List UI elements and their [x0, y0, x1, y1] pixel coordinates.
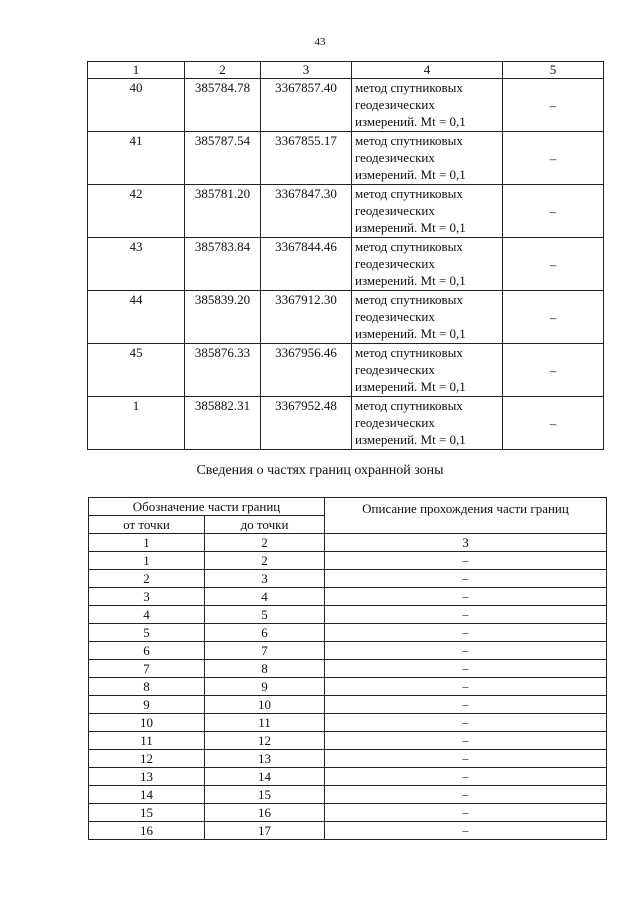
coordinates-header-row: [88, 62, 604, 79]
method-line: геодезических: [355, 97, 435, 112]
method-line: геодезических: [355, 150, 435, 165]
parts-header-row: [89, 498, 607, 516]
to-point-cell: 13: [205, 750, 325, 768]
description-cell: –: [325, 624, 607, 642]
col-header-3: 3: [261, 62, 352, 79]
method-line: метод спутниковых: [355, 398, 463, 413]
to-point-cell: 5: [205, 606, 325, 624]
coordinate-row: [88, 238, 604, 291]
from-point-cell: 11: [89, 732, 205, 750]
from-point-cell: 9: [89, 696, 205, 714]
y-coordinate-cell: 3367952.48: [261, 397, 352, 450]
to-point-cell: 9: [205, 678, 325, 696]
boundary-part-row: [89, 570, 607, 588]
description-cell: –: [325, 696, 607, 714]
y-coordinate-cell: 3367857.40: [261, 79, 352, 132]
description-cell: –: [325, 660, 607, 678]
method-line: метод спутниковых: [355, 186, 463, 201]
to-point-cell: 7: [205, 642, 325, 660]
to-point-cell: 17: [205, 822, 325, 840]
part-designation-header: Обозначение части границ: [89, 498, 325, 516]
boundary-part-row: [89, 588, 607, 606]
boundary-part-row: [89, 552, 607, 570]
description-cell: –: [325, 750, 607, 768]
coordinate-row: [88, 291, 604, 344]
from-point-cell: 3: [89, 588, 205, 606]
x-coordinate-cell: 385783.84: [185, 238, 261, 291]
description-cell: –: [325, 606, 607, 624]
method-line: геодезических: [355, 256, 435, 271]
y-coordinate-cell: 3367847.30: [261, 185, 352, 238]
boundary-part-row: [89, 678, 607, 696]
method-line: метод спутниковых: [355, 292, 463, 307]
from-point-cell: 15: [89, 804, 205, 822]
to-point-cell: 2: [205, 552, 325, 570]
method-line: измерений. Mt = 0,1: [355, 167, 466, 182]
description-cell: –: [325, 786, 607, 804]
method-cell: [352, 238, 503, 291]
y-coordinate-cell: 3367844.46: [261, 238, 352, 291]
method-line: измерений. Mt = 0,1: [355, 220, 466, 235]
method-cell: [352, 397, 503, 450]
boundary-part-row: [89, 786, 607, 804]
boundary-part-row: [89, 660, 607, 678]
method-line: метод спутниковых: [355, 80, 463, 95]
method-cell: [352, 344, 503, 397]
from-point-header: от точки: [89, 516, 205, 534]
description-cell: –: [325, 570, 607, 588]
coordinate-row: [88, 79, 604, 132]
to-point-cell: 4: [205, 588, 325, 606]
note-cell: –: [503, 238, 604, 291]
method-line: метод спутниковых: [355, 133, 463, 148]
method-cell: [352, 132, 503, 185]
description-cell: –: [325, 732, 607, 750]
section-title: Сведения о частях границ охранной зоны: [196, 463, 444, 478]
parts-numbering-row: [89, 534, 607, 552]
method-line: измерений. Mt = 0,1: [355, 432, 466, 447]
to-point-cell: 14: [205, 768, 325, 786]
description-cell: –: [325, 678, 607, 696]
point-number-cell: 40: [88, 79, 185, 132]
from-point-cell: 14: [89, 786, 205, 804]
description-cell: –: [325, 552, 607, 570]
point-number-cell: 43: [88, 238, 185, 291]
col-header-2: 2: [185, 62, 261, 79]
from-point-cell: 8: [89, 678, 205, 696]
note-cell: –: [503, 397, 604, 450]
col-header-4: 4: [352, 62, 503, 79]
point-number-cell: 42: [88, 185, 185, 238]
boundary-part-row: [89, 696, 607, 714]
numbering-cell: 1: [89, 534, 205, 552]
description-cell: –: [325, 768, 607, 786]
method-line: метод спутниковых: [355, 239, 463, 254]
coordinates-table: [87, 61, 604, 450]
to-point-cell: 12: [205, 732, 325, 750]
to-point-cell: 16: [205, 804, 325, 822]
to-point-cell: 6: [205, 624, 325, 642]
point-number-cell: 45: [88, 344, 185, 397]
method-cell: [352, 291, 503, 344]
description-cell: –: [325, 642, 607, 660]
from-point-cell: 4: [89, 606, 205, 624]
x-coordinate-cell: 385882.31: [185, 397, 261, 450]
note-cell: –: [503, 132, 604, 185]
page-number: 43: [314, 36, 326, 48]
note-cell: –: [503, 344, 604, 397]
method-cell: [352, 79, 503, 132]
method-line: геодезических: [355, 203, 435, 218]
method-line: метод спутниковых: [355, 345, 463, 360]
from-point-cell: 2: [89, 570, 205, 588]
from-point-cell: 5: [89, 624, 205, 642]
method-line: измерений. Mt = 0,1: [355, 273, 466, 288]
x-coordinate-cell: 385784.78: [185, 79, 261, 132]
method-line: геодезических: [355, 362, 435, 377]
coordinate-row: [88, 397, 604, 450]
col-header-1: 1: [88, 62, 185, 79]
note-cell: –: [503, 185, 604, 238]
from-point-cell: 7: [89, 660, 205, 678]
to-point-cell: 11: [205, 714, 325, 732]
to-point-cell: 3: [205, 570, 325, 588]
boundary-part-row: [89, 642, 607, 660]
from-point-cell: 13: [89, 768, 205, 786]
from-point-cell: 10: [89, 714, 205, 732]
description-cell: –: [325, 714, 607, 732]
coordinate-row: [88, 132, 604, 185]
method-line: геодезических: [355, 415, 435, 430]
boundary-part-row: [89, 804, 607, 822]
method-line: измерений. Mt = 0,1: [355, 114, 466, 129]
method-line: измерений. Mt = 0,1: [355, 379, 466, 394]
to-point-header: до точки: [205, 516, 325, 534]
to-point-cell: 10: [205, 696, 325, 714]
point-number-cell: 1: [88, 397, 185, 450]
x-coordinate-cell: 385787.54: [185, 132, 261, 185]
numbering-cell: 3: [325, 534, 607, 552]
x-coordinate-cell: 385876.33: [185, 344, 261, 397]
description-cell: –: [325, 804, 607, 822]
boundary-part-row: [89, 606, 607, 624]
to-point-cell: 8: [205, 660, 325, 678]
boundary-part-row: [89, 822, 607, 840]
boundary-part-row: [89, 750, 607, 768]
coordinate-row: [88, 185, 604, 238]
col-header-5: 5: [503, 62, 604, 79]
method-line: измерений. Mt = 0,1: [355, 326, 466, 341]
coordinate-row: [88, 344, 604, 397]
boundary-part-row: [89, 732, 607, 750]
description-cell: –: [325, 822, 607, 840]
x-coordinate-cell: 385781.20: [185, 185, 261, 238]
part-description-header: Описание прохождения части границ: [325, 498, 607, 534]
from-point-cell: 1: [89, 552, 205, 570]
y-coordinate-cell: 3367956.46: [261, 344, 352, 397]
from-point-cell: 12: [89, 750, 205, 768]
point-number-cell: 41: [88, 132, 185, 185]
x-coordinate-cell: 385839.20: [185, 291, 261, 344]
to-point-cell: 15: [205, 786, 325, 804]
numbering-cell: 2: [205, 534, 325, 552]
boundary-parts-table: [88, 497, 607, 840]
y-coordinate-cell: 3367912.30: [261, 291, 352, 344]
method-cell: [352, 185, 503, 238]
y-coordinate-cell: 3367855.17: [261, 132, 352, 185]
note-cell: –: [503, 291, 604, 344]
boundary-part-row: [89, 624, 607, 642]
boundary-part-row: [89, 768, 607, 786]
description-cell: –: [325, 588, 607, 606]
point-number-cell: 44: [88, 291, 185, 344]
from-point-cell: 16: [89, 822, 205, 840]
method-line: геодезических: [355, 309, 435, 324]
boundary-part-row: [89, 714, 607, 732]
note-cell: –: [503, 79, 604, 132]
from-point-cell: 6: [89, 642, 205, 660]
